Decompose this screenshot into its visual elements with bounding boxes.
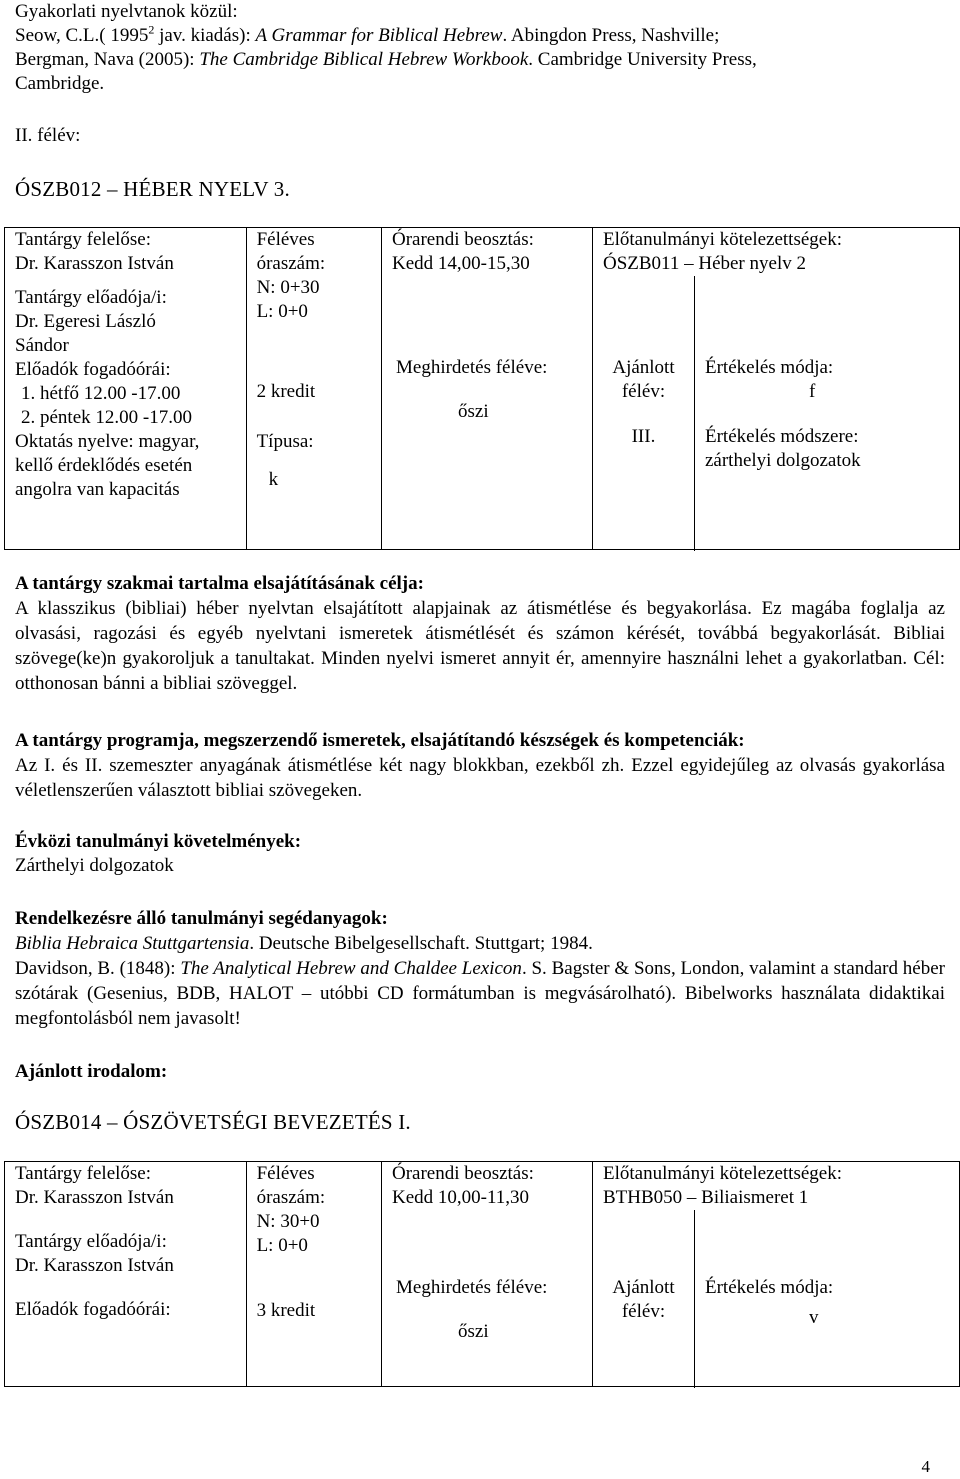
course2-schedule-value: Kedd 10,00-11,30	[392, 1187, 530, 1208]
materials-line2: Davidson, B. (1848): The Analytical Hebrew and Chaldee Lexicon. S. Bagster & Sons, London, valamint a standard héber szótárak (Gesenius, BDB, HALOT – utóbbi CD formátumban is megvásárolható). Bibelworks használata didaktikai megfontolásból nem javasolt!	[15, 958, 945, 1029]
page-number: 4	[921, 1457, 930, 1476]
literature-heading: Ajánlott irodalom:	[15, 1061, 168, 1082]
course2-lecturer: Dr. Karasszon István	[15, 1255, 174, 1276]
semester-label: II. félév:	[15, 125, 81, 146]
course1-language-1: Oktatás nyelve: magyar,	[15, 431, 200, 452]
course2-hours-cell	[246, 1162, 381, 1387]
course2-announce-value: őszi	[458, 1321, 489, 1342]
requirements-section	[15, 830, 945, 878]
requirements-text: Zárthelyi dolgozatok	[15, 855, 174, 876]
course1-staff-cell	[5, 228, 247, 550]
course1-type-label: Típusa:	[256, 431, 314, 452]
course1-type-value: k	[268, 469, 279, 490]
course1-schedule-cell	[382, 228, 593, 550]
course2-announce-label: Meghirdetés féléve:	[396, 1277, 548, 1298]
course1-lecturer-line2: Sándor	[15, 335, 69, 356]
course1-right-cell	[592, 228, 959, 550]
course2-schedule-cell	[382, 1162, 593, 1387]
course1-info-table	[4, 227, 960, 550]
course2-recommended: Ajánlott félév:	[612, 1277, 675, 1322]
course2-responsible-label: Tantárgy felelőse:	[15, 1163, 152, 1184]
course1-hours-l: L: 0+0	[256, 301, 308, 322]
course1-responsible: Dr. Karasszon István	[15, 253, 174, 274]
course1-office-2: 2. péntek 12.00 -17.00	[21, 407, 192, 428]
course1-eval-method-label: Értékelés módszere:	[704, 426, 859, 447]
course1-recommended: Ajánlott félév: III.	[612, 357, 675, 447]
course2-hours-l: L: 0+0	[256, 1235, 308, 1256]
course1-announce-value: őszi	[458, 401, 489, 422]
course1-eval-mode-label: Értékelés módja:	[704, 357, 834, 378]
course1-schedule-value: Kedd 14,00-15,30	[392, 253, 530, 274]
practice-ref-2-cont: Cambridge.	[15, 73, 105, 94]
goal-section	[15, 572, 945, 696]
practice-ref-2: Bergman, Nava (2005): The Cambridge Biblical Hebrew Workbook. Cambridge University Press,	[15, 49, 757, 70]
course2-eval	[694, 1210, 959, 1388]
program-heading: A tantárgy programja, megszerzendő ismeretek, elsajátítandó készségek és kompetenciák:	[15, 730, 745, 751]
course1-hours-label1: Féléves	[256, 229, 315, 250]
course2-prereq-label: Előtanulmányi kötelezettségek:	[602, 1163, 842, 1184]
course2-hours-label2: óraszám:	[256, 1187, 326, 1208]
course1-announce-label: Meghirdetés féléve:	[396, 357, 548, 378]
course2-eval-mode-label: Értékelés módja:	[704, 1277, 834, 1298]
course1-language-3: angolra van kapacitás	[15, 479, 180, 500]
course1-responsible-label: Tantárgy felelőse:	[15, 229, 152, 250]
course1-lecturer-line1: Dr. Egeresi László	[15, 311, 156, 332]
course1-hours-n: N: 0+30	[256, 277, 320, 298]
course2-lecturer-label: Tantárgy előadója/i:	[15, 1231, 167, 1252]
course2-info-table	[4, 1161, 960, 1387]
course2-right-cell	[592, 1162, 959, 1387]
course2-credit: 3 kredit	[256, 1300, 316, 1321]
course1-hours-label2: óraszám:	[256, 253, 326, 274]
goal-text: A klasszikus (bibliai) héber nyelvtan elsajátított alapjainak az átismétlése és begyakorlása. Ez magába foglalja az olvasási, ragozási és egyéb nyelvtani ismeretek átismétlését és számon kérését, továbbá begyakorlását. Bibliai szövege(ke)n gyakoroljuk a tanultakat. Minden nyelvi ismeret annyit ér, amennyire használni lehet a gyakorlatban. Cél: otthonosan bánni a bibliai szöveggel.	[15, 598, 945, 694]
program-text: Az I. és II. szemeszter anyagának átismétlése két nagy blokkban, ezekből zh. Ezzel egyidejűleg az olvasás gyakorlása véletlenszerűen választott bibliai szövegeken.	[15, 755, 945, 801]
course2-hours-label1: Féléves	[256, 1163, 315, 1184]
course1-lecturer-label: Tantárgy előadója/i:	[15, 287, 167, 308]
course1-schedule-label: Órarendi beosztás:	[392, 229, 534, 250]
program-section	[15, 729, 945, 803]
materials-heading: Rendelkezésre álló tanulmányi segédanyagok:	[15, 908, 388, 929]
course2-eval-mode-value: v	[808, 1307, 819, 1328]
course1-office-1: 1. hétfő 12.00 -17.00	[21, 383, 181, 404]
practice-ref-1: Seow, C.L.( 1995$^2$ jav. kiadás): A Grammar for Biblical Hebrew. Abingdon Press, Nashville;	[15, 22, 720, 46]
course1-eval	[694, 276, 959, 551]
course1-prereq-label: Előtanulmányi kötelezettségek:	[602, 229, 842, 250]
course2-schedule-label: Órarendi beosztás:	[392, 1163, 534, 1184]
course2-staff-cell	[5, 1162, 247, 1387]
course2-title: ÓSZB014 – ÓSZÖVETSÉGI BEVEZETÉS I.	[15, 1110, 411, 1134]
materials-section	[15, 907, 945, 1031]
materials-line1: Biblia Hebraica Stuttgartensia. Deutsche Bibelgesellschaft. Stuttgart; 1984.	[15, 933, 593, 954]
course1-language-2: kellő érdeklődés esetén	[15, 455, 193, 476]
course2-hours-n: N: 30+0	[256, 1211, 320, 1232]
course1-office-label: Előadók fogadóórái:	[15, 359, 171, 380]
course2-prereq-value: BTHB050 – Biliaismeret 1	[602, 1187, 809, 1208]
course2-responsible: Dr. Karasszon István	[15, 1187, 174, 1208]
course1-prereq-value: ÓSZB011 – Héber nyelv 2	[602, 253, 806, 274]
requirements-heading: Évközi tanulmányi követelmények:	[15, 831, 302, 852]
course1-hours-cell	[246, 228, 381, 550]
course2-office-label: Előadók fogadóórái:	[15, 1299, 171, 1320]
course1-title: ÓSZB012 – HÉBER NYELV 3.	[15, 177, 290, 201]
course1-credit: 2 kredit	[256, 381, 316, 402]
goal-heading: A tantárgy szakmai tartalma elsajátításának célja:	[15, 573, 424, 594]
course1-eval-mode-value: f	[808, 381, 816, 402]
practice-header: Gyakorlati nyelvtanok közül:	[15, 1, 238, 22]
course1-eval-method-value: zárthelyi dolgozatok	[704, 450, 861, 471]
